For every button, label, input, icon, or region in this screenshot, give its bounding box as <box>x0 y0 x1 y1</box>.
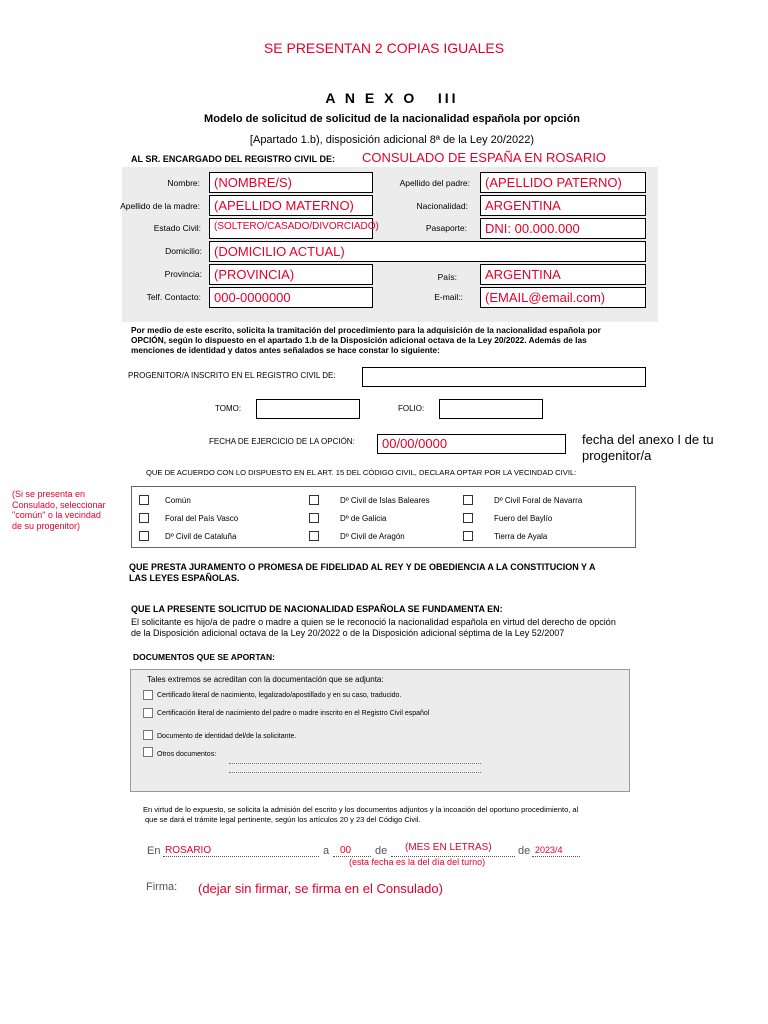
vecindad-checkbox-aragon[interactable] <box>309 531 319 541</box>
juramento <box>129 562 596 584</box>
documento-checkbox-identidad[interactable] <box>143 730 153 740</box>
fecha-opcion-value: 00/00/0000 <box>382 436 448 451</box>
juramento-line-1: QUE PRESTA JURAMENTO O PROMESA DE FIDELIDAD AL REY Y DE OBEDIENCIA A LA CONSTITUCION Y A <box>129 562 596 572</box>
form-legal-reference: [Apartado 1.b), disposición adicional 8ª de la Ley 20/2022) <box>249 134 535 146</box>
vecindad-option-label: Tierra de Ayala <box>494 532 548 541</box>
otros-documentos-line-1[interactable] <box>229 763 481 764</box>
intro-line-2: OPCIÓN, según lo dispuesto en el apartado 1.b de la Disposición adicional octava de la Ley 20/2022. Además de las <box>131 335 587 345</box>
intro-line-1: Por medio de este escrito, solicita la tramitación del procedimiento para la adquisición de la nacionalidad española por <box>131 325 601 335</box>
firma-label: Firma: <box>146 881 178 893</box>
copies-note: SE PRESENTAN 2 COPIAS IGUALES <box>263 40 505 56</box>
apellido-padre-value: (APELLIDO PATERNO) <box>485 175 622 190</box>
nacionalidad-value: ARGENTINA <box>485 198 561 213</box>
email-value: (EMAIL@email.com) <box>485 290 606 305</box>
form-subtitle: Modelo de solicitud de solicitud de la nacionalidad española por opción <box>204 113 580 125</box>
folio-field[interactable] <box>439 399 543 419</box>
estado-civil-value: (SOLTERO/CASADO/DIVORCIADO) <box>214 221 379 232</box>
en-value[interactable]: ROSARIO <box>165 845 212 856</box>
tomo-label: TOMO: <box>215 404 242 413</box>
documento-label: Otros documentos: <box>157 751 217 758</box>
tomo-field[interactable] <box>256 399 360 419</box>
apellido-madre-value: (APELLIDO MATERNO) <box>214 198 354 213</box>
de-label-1: de <box>375 845 388 857</box>
anio-dotted-line <box>532 856 580 857</box>
fecha-turno-note: (esta fecha es la del día del turno) <box>349 857 486 867</box>
nombre-label: Nombre: <box>167 178 200 188</box>
pais-value: ARGENTINA <box>485 267 561 282</box>
documento-label: Documento de identidad del/de la solicitante. <box>157 733 297 740</box>
estado-civil-label: Estado Civil: <box>153 223 201 233</box>
en-dotted-line <box>163 856 319 857</box>
telf-value: 000-0000000 <box>214 290 291 305</box>
fecha-note-line-1: fecha del anexo I de tu <box>582 432 714 447</box>
fundamento-line-2: de la Disposición adicional octava de la Ley 20/2022 o de la Disposición adicional séptima de la Ley 52/2007 <box>131 628 565 638</box>
side-note-line-3: "común" o la vecindad <box>12 510 101 520</box>
vecindad-checkbox-baylio[interactable] <box>463 513 473 523</box>
pasaporte-label: Pasaporte: <box>425 223 467 233</box>
addressee-value: CONSULADO DE ESPAÑA EN ROSARIO <box>362 150 606 165</box>
apellido-padre-label: Apellido del padre: <box>399 178 470 188</box>
vecindad-option-label: Dº Civil Foral de Navarra <box>494 496 583 505</box>
domicilio-label: Domicilio: <box>165 246 202 256</box>
domicilio-value: (DOMICILIO ACTUAL) <box>214 244 345 259</box>
pais-label: País: <box>437 272 457 282</box>
fundamento-text <box>131 617 616 639</box>
documento-label: Certificación literal de nacimiento del padre o madre inscrito en el Registro Civil español <box>157 710 430 717</box>
vecindad-option-label: Dº Civil de Islas Baleares <box>340 496 430 505</box>
documentos-panel <box>130 669 630 792</box>
documento-checkbox-nacimiento[interactable] <box>143 690 153 700</box>
documento-checkbox-otros[interactable] <box>143 747 153 757</box>
documento-checkbox-progenitor[interactable] <box>143 708 153 718</box>
addressee-label: AL SR. ENCARGADO DEL REGISTRO CIVIL DE: <box>131 154 336 164</box>
progenitor-field[interactable] <box>362 367 646 387</box>
documentos-title: DOCUMENTOS QUE SE APORTAN: <box>133 652 275 662</box>
vecindad-option-label: Dº Civil de Aragón <box>340 532 405 541</box>
email-label: E-mail:: <box>434 292 463 302</box>
vecindad-checkbox-galicia[interactable] <box>309 513 319 523</box>
intro-paragraph <box>131 325 601 355</box>
telf-label: Telf. Contacto: <box>146 292 201 302</box>
annex-title: A N E X O III <box>325 90 459 106</box>
vecindad-checkbox-baleares[interactable] <box>309 495 319 505</box>
vecindad-option-label: Fuero del Baylío <box>494 514 553 523</box>
closing-line-1: En virtud de lo expuesto, se solicita la admisión del escrito y los documentos adjuntos y la incoación del oportuno procedimiento, al <box>143 805 579 814</box>
vecindad-intro: QUE DE ACUERDO CON LO DISPUESTO EN EL ART. 15 DEL CÓDIGO CIVIL, DECLARA OPTAR POR LA VECINDAD CIVIL: <box>146 468 577 477</box>
folio-label: FOLIO: <box>398 404 425 413</box>
vecindad-option-label: Dº de Galicia <box>340 514 387 523</box>
pasaporte-value: DNI: 00.000.000 <box>485 221 580 236</box>
fundamento-title: QUE LA PRESENTE SOLICITUD DE NACIONALIDAD ESPAÑOLA SE FUNDAMENTA EN: <box>131 604 503 614</box>
nombre-value: (NOMBRE/S) <box>214 175 292 190</box>
mes-value[interactable]: (MES EN LETRAS) <box>405 842 492 853</box>
a-label: a <box>323 845 330 857</box>
vecindad-option-label: Dº Civil de Cataluña <box>165 532 237 541</box>
vecindad-checkbox-comun[interactable] <box>139 495 149 505</box>
en-label: En <box>147 845 161 857</box>
fecha-note-line-2: progenitor/a <box>582 448 652 463</box>
fundamento-line-1: El solicitante es hijo/a de padre o madre a quien se le reconoció la nacionalidad española en virtud del derecho de opción <box>131 617 616 627</box>
side-note-line-4: de su progenitor) <box>12 520 81 531</box>
nacionalidad-label: Nacionalidad: <box>416 201 468 211</box>
anio-value[interactable]: 2023/4 <box>535 845 563 855</box>
vecindad-checkbox-ayala[interactable] <box>463 531 473 541</box>
vecindad-checkbox-navarra[interactable] <box>463 495 473 505</box>
intro-line-3: menciones de identidad y datos antes señalados se hace constar lo siguiente: <box>131 345 440 355</box>
provincia-value: (PROVINCIA) <box>214 267 295 282</box>
apellido-madre-label: Apellido de la madre: <box>120 201 200 211</box>
vecindad-option-label: Común <box>165 496 191 505</box>
otros-documentos-line-2[interactable] <box>229 772 481 773</box>
provincia-label: Provincia: <box>164 269 202 279</box>
firma-note: (dejar sin firmar, se firma en el Consulado) <box>198 881 443 896</box>
progenitor-label: PROGENITOR/A INSCRITO EN EL REGISTRO CIVIL DE: <box>128 371 336 380</box>
de-label-2: de <box>518 845 531 857</box>
fecha-note <box>582 432 714 464</box>
side-note-line-2: Consulado, seleccionar <box>12 499 106 510</box>
juramento-line-2: LAS LEYES ESPAÑOLAS. <box>129 573 240 583</box>
vecindad-checkbox-pais-vasco[interactable] <box>139 513 149 523</box>
vecindad-checkbox-cataluna[interactable] <box>139 531 149 541</box>
fecha-opcion-label: FECHA DE EJERCICIO DE LA OPCIÓN: <box>209 437 355 446</box>
documentos-intro: Tales extremos se acreditan con la documentación que se adjunta: <box>147 675 384 684</box>
side-note-line-1: (Si se presenta en <box>12 489 86 499</box>
dia-value[interactable]: 00 <box>340 845 352 856</box>
vecindad-option-label: Foral del País Vasco <box>165 514 239 523</box>
documento-label: Certificado literal de nacimiento, legalizado/apostillado y en su caso, traducido. <box>157 692 402 699</box>
side-note <box>12 489 106 531</box>
closing-text <box>143 805 578 824</box>
closing-line-2: que se dará el trámite legal pertinente, según los artículos 20 y 23 del Código Civil. <box>145 814 421 824</box>
